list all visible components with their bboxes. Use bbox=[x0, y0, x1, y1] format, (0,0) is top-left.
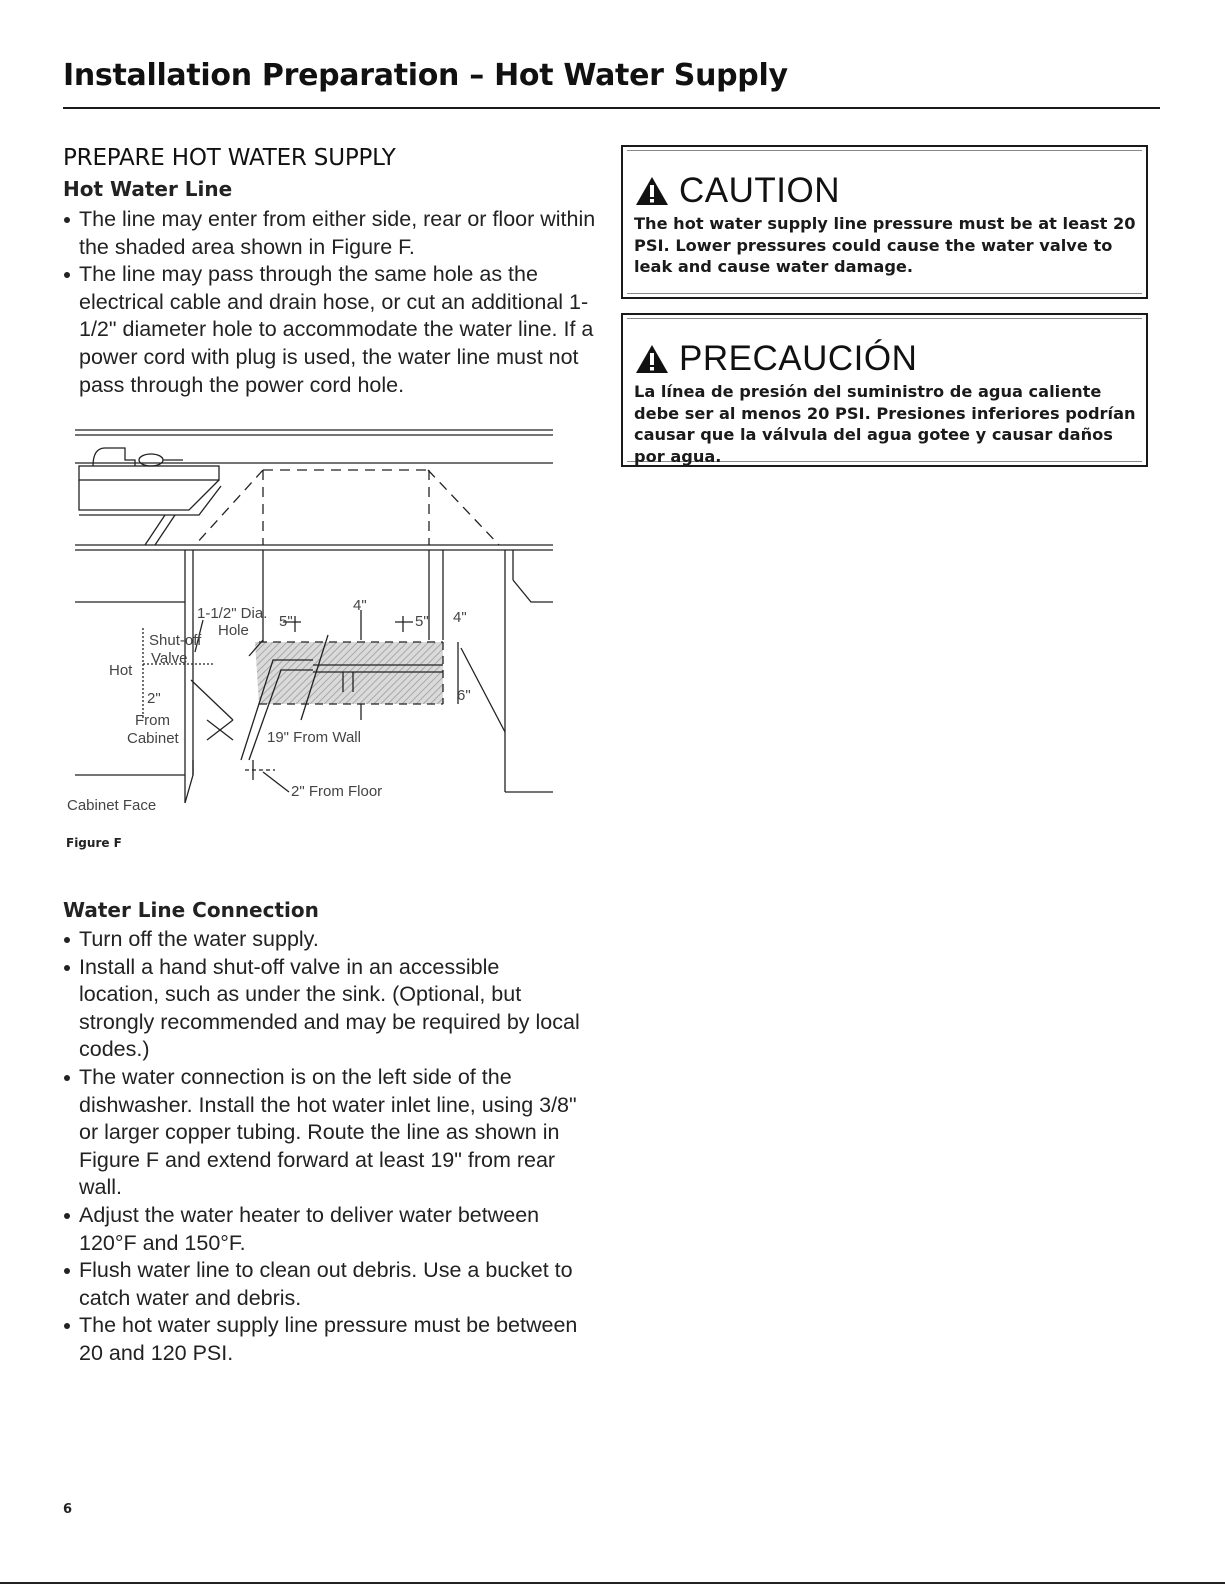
warning-triangle-icon bbox=[635, 176, 669, 206]
label-shutoff: Shut-off bbox=[149, 632, 202, 649]
water-line-connection-heading: Water Line Connection bbox=[63, 898, 319, 922]
list-item: Turn off the water supply. bbox=[63, 926, 583, 954]
caution-box bbox=[621, 145, 1148, 299]
label-six: 6" bbox=[457, 687, 471, 704]
hot-water-line-heading: Hot Water Line bbox=[63, 177, 233, 201]
label-two-in: 2" bbox=[147, 690, 161, 707]
precaucion-text: La línea de presión del suministro de agua caliente debe ser al menos 20 PSI. Presiones inferiores podrían causar que la válvula del agua gotee y causar daños por agua. bbox=[634, 382, 1136, 466]
precaucion-box bbox=[621, 313, 1148, 467]
page-number: 6 bbox=[63, 1502, 73, 1517]
caution-header bbox=[635, 171, 840, 211]
list-item: Install a hand shut-off valve in an accessible location, such as under the sink. (Optional, but strongly recommended and may be required by local codes.) bbox=[63, 954, 583, 1064]
hot-water-line-list bbox=[63, 206, 603, 399]
list-item: Flush water line to clean out debris. Use a bucket to catch water and debris. bbox=[63, 1257, 583, 1312]
warning-triangle-icon bbox=[635, 344, 669, 374]
label-hole: Hole bbox=[218, 622, 249, 639]
caution-text: The hot water supply line pressure must be at least 20 PSI. Lower pressures could cause the water valve to leak and cause water damage. bbox=[634, 214, 1136, 276]
water-line-connection-list bbox=[63, 926, 583, 1368]
list-item: The water connection is on the left side of the dishwasher. Install the hot water inlet line, using 3/8" or larger copper tubing. Route the line as shown in Figure F and extend forward at least 19" from rear wall. bbox=[63, 1064, 583, 1202]
title-rule bbox=[63, 107, 1160, 109]
label-from-wall: 19" From Wall bbox=[267, 729, 361, 746]
list-item: The line may enter from either side, rear or floor within the shaded area shown in Figure F. bbox=[63, 206, 603, 261]
label-cabinet-face: Cabinet Face bbox=[67, 797, 157, 814]
caution-title: CAUTION bbox=[679, 171, 840, 210]
figure-f-diagram bbox=[63, 420, 563, 820]
label-from: From bbox=[135, 712, 170, 729]
list-item: Adjust the water heater to deliver water between 120°F and 150°F. bbox=[63, 1202, 583, 1257]
page-title: Installation Preparation – Hot Water Supply bbox=[63, 58, 788, 93]
section-heading: PREPARE HOT WATER SUPPLY bbox=[63, 145, 396, 171]
precaucion-header bbox=[635, 339, 917, 379]
list-item: The line may pass through the same hole as the electrical cable and drain hose, or cut an additional 1-1/2" diameter hole to accommodate the water line. If a power cord with plug is used, the water line must not pass through the power cord hole. bbox=[63, 261, 603, 399]
label-from-floor: 2" From Floor bbox=[291, 783, 383, 800]
label-hot: Hot bbox=[109, 662, 133, 679]
precaucion-title: PRECAUCIÓN bbox=[679, 339, 918, 378]
label-cabinet: Cabinet bbox=[127, 730, 179, 747]
label-five-right: 5" bbox=[415, 613, 429, 630]
list-item: The hot water supply line pressure must be between 20 and 120 PSI. bbox=[63, 1312, 583, 1367]
label-four-top: 4" bbox=[353, 597, 367, 614]
figure-caption: Figure F bbox=[66, 836, 122, 850]
label-dia: 1-1/2" Dia. bbox=[197, 605, 268, 622]
label-five-left: 5" bbox=[279, 613, 293, 630]
label-valve: Valve bbox=[151, 650, 188, 667]
bottom-rule bbox=[0, 1582, 1225, 1584]
label-four-right: 4" bbox=[453, 609, 467, 626]
